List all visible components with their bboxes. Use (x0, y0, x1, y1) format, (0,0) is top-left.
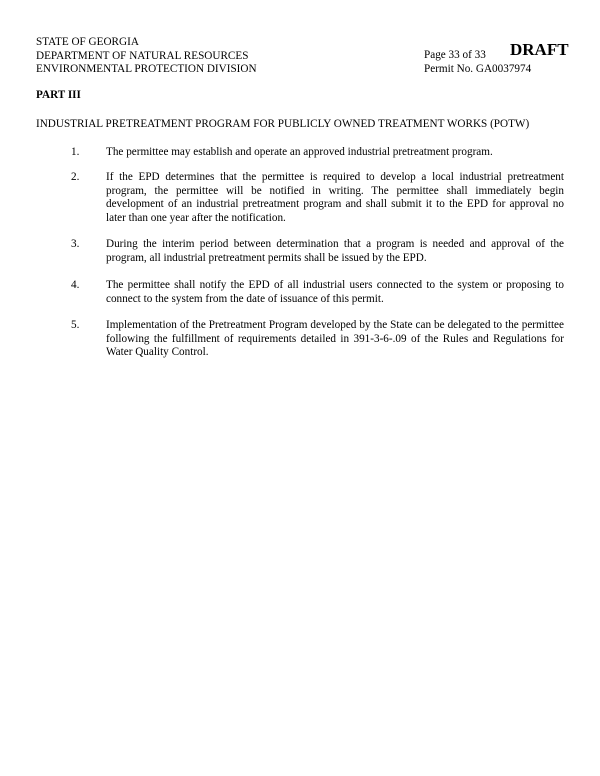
list-item-text: If the EPD determines that the permittee is required to develop a local industrial pretreatment program, the permittee will be notified in writing. The permittee shall immediately begin development of an industrial pretreatment program and shall submit it to the EPD for approval no later than one year after the notification. (106, 171, 564, 224)
part-heading: PART III (36, 89, 81, 101)
header-division-line: ENVIRONMENTAL PROTECTION DIVISION (36, 63, 257, 75)
section-title: INDUSTRIAL PRETREATMENT PROGRAM FOR PUBLICLY OWNED TREATMENT WORKS (POTW) (36, 118, 530, 130)
list-item-number: 4. (71, 279, 80, 291)
permit-number-label: Permit No. GA0037974 (424, 62, 532, 75)
header-state-line: STATE OF GEORGIA (36, 36, 139, 48)
header-organization (36, 36, 356, 77)
list-item-text: Implementation of the Pretreatment Program developed by the State can be delegated to the permittee following the fulfillment of requirements detailed in 391-3-6-.09 of the Rules and Regulations for Water Quality Control. (106, 319, 564, 358)
header-department-line: DEPARTMENT OF NATURAL RESOURCES (36, 49, 249, 62)
list-item-number: 1. (71, 146, 80, 158)
list-item-text: The permittee shall notify the EPD of all industrial users connected to the system or proposing to connect to the system from the date of issuance of this permit. (106, 279, 564, 305)
list-item-number: 2. (71, 171, 80, 183)
list-item-number: 3. (71, 238, 80, 250)
page-number-label: Page 33 of 33 (424, 49, 486, 61)
list-item-text: The permittee may establish and operate an approved industrial pretreatment program. (106, 146, 493, 158)
list-item-number: 5. (71, 319, 80, 331)
list-item-text: During the interim period between determination that a program is needed and approval of the program, all industrial pretreatment permits shall be issued by the EPD. (106, 238, 564, 264)
draft-mark: DRAFT (510, 40, 569, 59)
